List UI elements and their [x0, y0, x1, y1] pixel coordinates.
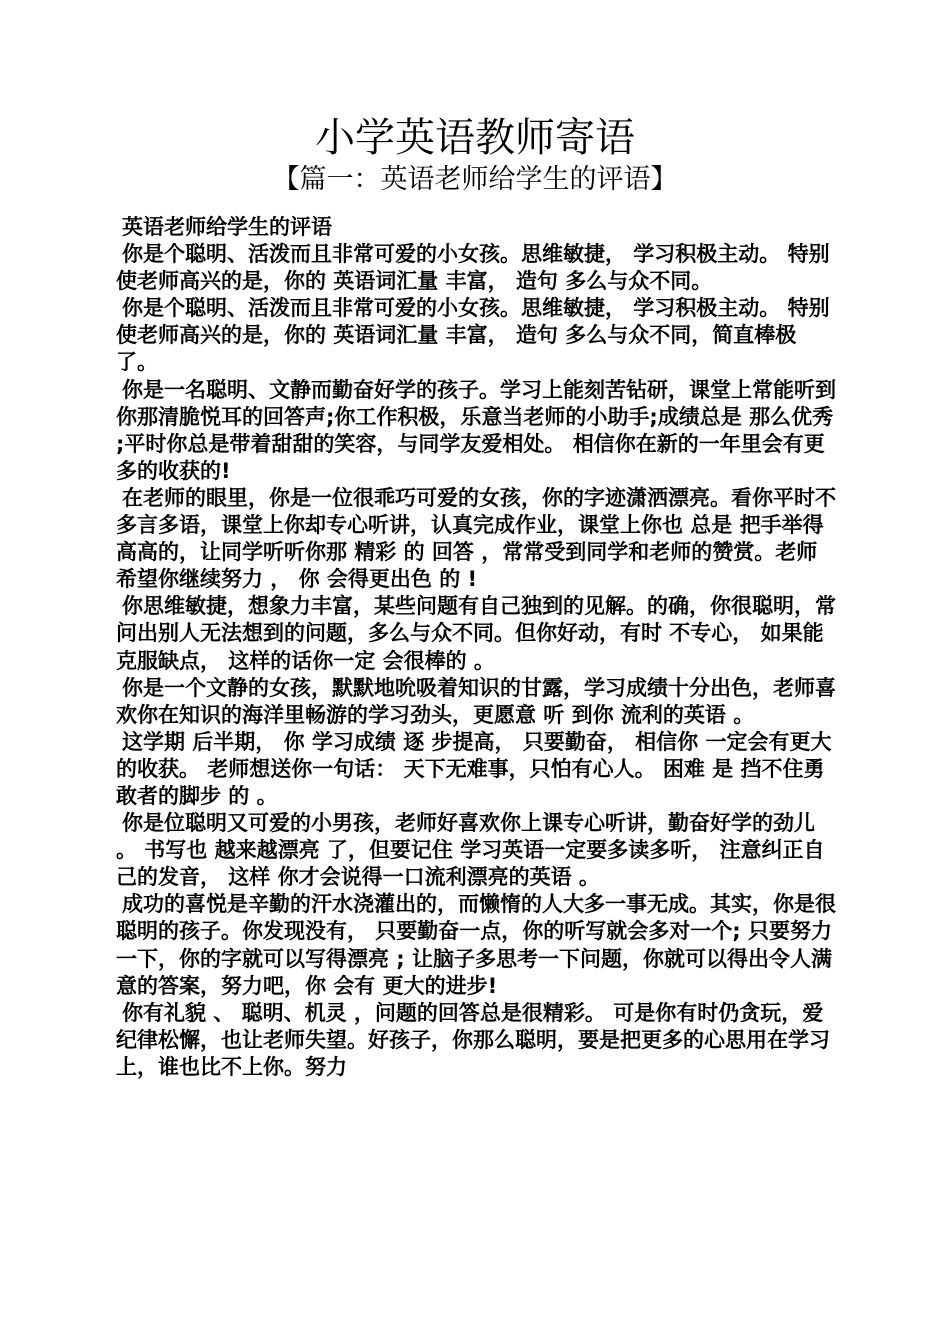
- paragraph: 你是一个文静的女孩，默默地吮吸着知识的甘露，学习成绩十分出色，老师喜欢你在知识的海洋里畅游的学习劲头，更愿意 听 到你 流利的英语 。: [116, 675, 836, 727]
- page-subtitle: 【篇一：英语老师给学生的评语】: [272, 164, 678, 195]
- paragraph: 在老师的眼里，你是一位很乖巧可爱的女孩，你的字迹潇洒漂亮。看你平时不多言多语，课堂上你却专心听讲，认真完成作业，课堂上你也 总是 把手举得高高的，让同学听听你那 精彩 的 回答 ，常常受到同学和老师的赞赏。老师希望你继续努力 ， 你 会得更出色 的 !: [116, 485, 836, 592]
- paragraph: 你是个聪明、活泼而且非常可爱的小女孩。思维敏捷， 学习积极主动。 特别使老师高兴的是，你的 英语词汇量 丰富， 造句 多么与众不同，简直棒极了。: [116, 296, 830, 375]
- section-heading: 英语老师给学生的评语: [122, 215, 332, 239]
- paragraph: 你是个聪明、活泼而且非常可爱的小女孩。思维敏捷， 学习积极主动。 特别使老师高兴的是，你的 英语词汇量 丰富， 造句 多么与众不同。: [116, 242, 830, 294]
- paragraph: 你是一名聪明、文静而勤奋好学的孩子。学习上能刻苦钻研，课堂上常能听到你那清脆悦耳的回答声;你工作积极，乐意当老师的小助手;成绩总是 那么优秀 ;平时你总是带着甜甜的笑容，与同学友爱相处。 相信你在新的一年里会有更多的收获的!: [116, 377, 836, 483]
- document-body: [116, 214, 838, 1081]
- paragraph: 你有礼貌 、 聪明、机灵 ，问题的回答总是很精彩。 可是你有时仍贪玩，爱纪律松懈，也让老师失望。好孩子，你那么聪明，要是把更多的心思用在学习上，谁也比不上你。努力: [116, 1000, 830, 1079]
- paragraph: 你思维敏捷，想象力丰富，某些问题有自己独到的见解。的确，你很聪明，常问出别人无法想到的问题，多么与众不同。但你好动，有时 不专心， 如果能克服缺点， 这样的话你一定 会很棒的 。: [116, 594, 836, 673]
- paragraph: 你是位聪明又可爱的小男孩，老师好喜欢你上课专心听讲，勤奋好学的劲儿 。 书写也 越来越漂亮 了，但要记住 学习英语一定要多读多听， 注意纠正自己的发音， 这样 你才会说得一口流利漂亮的英语 。: [116, 811, 825, 890]
- paragraph: 成功的喜悦是辛勤的汗水浇灌出的，而懒惰的人大多一事无成。其实，你是很聪明的孩子。你发现没有， 只要勤奋一点，你的听写就会多对一个; 只要努力一下，你的字就可以写得漂亮 ; 让脑子多思考一下问题，你就可以得出令人满意的答案，努力吧，你 会有 更大的进步!: [116, 892, 836, 998]
- page-title: 小学英语教师寄语: [315, 115, 635, 161]
- paragraph: 这学期 后半期， 你 学习成绩 逐 步提高， 只要勤奋， 相信你 一定会有更大的收获。 老师想送你一句话： 天下无难事，只怕有心人。 困难 是 挡不住勇敢者的脚步 的 。: [116, 729, 832, 808]
